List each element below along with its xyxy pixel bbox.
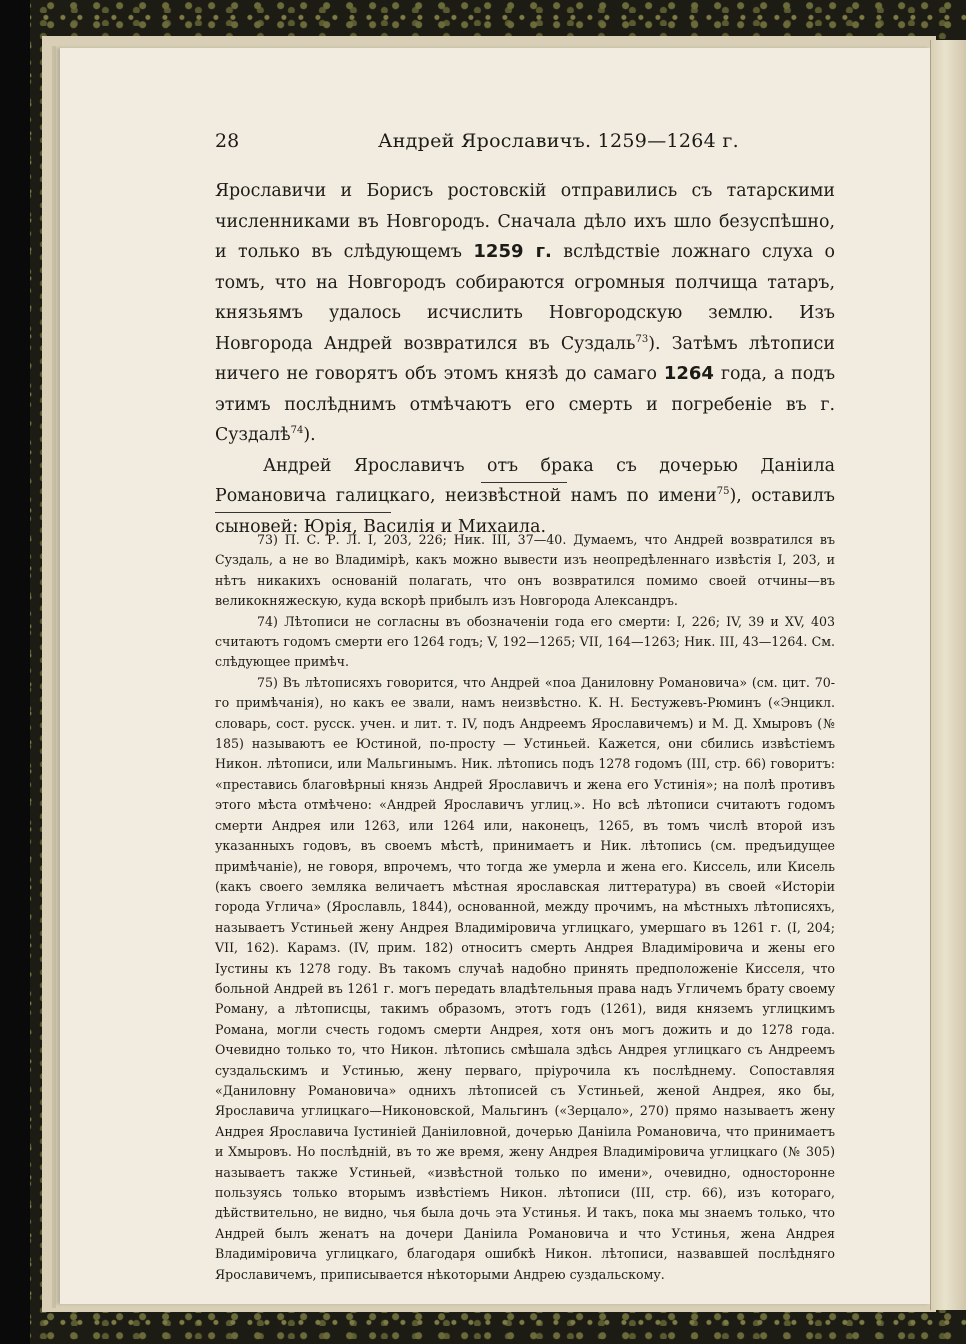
footnote-74: 74) Лѣтописи не согласны въ обозначеніи года его смерти: I, 226; IV, 39 и XV, 403 считаютъ годомъ смерти его 1264 годъ; V, 192—1265; VII, 164—1263; Ник. III, 43—1264. См. слѣдующее примѣч.: [215, 613, 835, 670]
footnote-ref-75: 75: [716, 486, 730, 498]
paragraph-1: [215, 176, 835, 451]
page-gutter: [52, 46, 56, 1308]
footnote-75: 75) Въ лѣтописяхъ говорится, что Андрей «поа Даниловну Романовича» (см. цит. 70-го примѣчанія), но какъ ее звали, намъ неизвѣстно. К. Н. Бестужевъ-Рюминъ («Энцикл. словарь, сост. русск. учен. и лит. т. IV, подъ Андреемъ Ярославичемъ) и М. Д. Хмыровъ (№ 185) называютъ ее Юстиной, по-просту — Устиньей. Кажется, они сбились извѣстіемъ Никон. лѣтописи, или Мальгинымъ. Ник. лѣтопись подъ 1278 годомъ (III, стр. 66) говоритъ: «преставись благовѣрныі князь Андрей Ярославичъ и жена его Устинія»; на полѣ противъ этого мѣста отмѣчено: «Андрей Ярославичъ углиц.». Но всѣ лѣтописи считаютъ годомъ смерти Андрея или 1263, или 1264 или, наконецъ, 1265, въ томъ числѣ второй изъ указанныхъ годовъ, въ своемъ мѣстѣ, принимаетъ и Ник. лѣтопись (см. предъидущее примѣчаніе), не говоря, впрочемъ, что тогда же умерла и жена его. Киссель, или Кисель (какъ своего земляка величаетъ мѣстная ярославская литтература) въ своей «Исторіи города Углича» (Ярославль, 1844), основанной, между прочимъ, на мѣстныхъ лѣтописяхъ, называетъ Устиньей жену Андрея Владиміровича углицкаго, умершаго въ 1261 г. (I, 204; VII, 162). Карамз. (IV, прим. 182) относитъ смерть Андрея Владиміровича и жены его Іустины къ 1278 году. Въ такомъ случаѣ надобно принять предположеніе Кисселя, что больной Андрей въ 1261 г. могъ передать владѣтельныя права надъ Угличемъ брату своему Роману, а лѣтописцы, такимъ образомъ, этотъ годъ (1261), видя княземъ углицкимъ Романа, могли счесть годомъ смерти Андрея, хотя онъ могъ дожить и до 1278 года. Очевидно только то, что Никон. лѣтопись смѣшала здѣсь Андрея углицкаго съ Андреемъ суздальскимъ и Устинью, жену перваго, пріурочила къ послѣднему. Сопоставляя «Даниловну Романовича» однихъ лѣтописей съ Устиньей, женой Андрея, яко бы, Ярославича углицкаго—Никоновской, Мальгинъ («Зерцало», 270) прямо называетъ жену Андрея Ярославича Іустиніей Даніиловной, дочерью Даніила Романовича, что принимаетъ и Хмыровъ. Но послѣдній, въ то же время, жену Андрея Владиміровича углицкаго (№ 305) называетъ также Устиньей, «извѣстной только по имени», очевидно, односторонне пользуясь только вторымъ извѣстіемъ Никон. лѣтописи (III, стр. 66), изъ котораго, дѣйствительно, не видно, чья была дочь эта Устинья. И такъ, пока мы знаемъ только, что Андрей былъ женатъ на дочери Даніила Романовича и что Устинья, жена Андрея Владиміровича углицкаго, благодаря ошибкѣ Никон. лѣтописи, назвавшей послѣдняго Ярославичемъ, приписывается нѣкоторыми Андрею суздальскому.: [215, 674, 835, 1282]
text-span: ).: [303, 425, 316, 445]
text-span: Ярославичи и Борисъ ростовскій отправились съ татарскими численниками въ Новгородъ. Сначала дѣло ихъ шло безуспѣшно, и только въ слѣдующемъ: [215, 181, 835, 262]
footnote-separator: [215, 512, 391, 513]
left-shadow-edge: [0, 0, 30, 1344]
paragraph-2: [215, 451, 835, 543]
footnote-73: 73) П. С. Р. Л. I, 203, 226; Ник. III, 37—40. Думаемъ, что Андрей возвратился въ Суздаль, а не во Владимірѣ, какъ можно вывести изъ неопредѣленнаго извѣстія I, 203, и нѣтъ никакихъ основаній полагать, что онъ возвратился помимо своей отчины—въ великокняжескую, куда вскорѣ прибылъ изъ Новгорода Александръ.: [215, 532, 835, 609]
footnote-ref-73: 73: [635, 333, 649, 345]
text-span: Андрей Ярославичъ отъ брака съ дочерью Даніила Романовича галицкаго, неизвѣстной намъ по имени: [215, 455, 835, 506]
text-span: вслѣдствіе ложнаго слуха о томъ, что на Новгородъ собираются огромныя полчища татаръ, князьямъ удалось исчислить Новгородскую землю. Изъ Новгорода Андрей возвратился въ Суздаль: [215, 242, 835, 354]
text-span: года, а подъ этимъ послѣднимъ отмѣчаютъ его смерть и погребеніе въ г. Суздалѣ: [215, 364, 836, 445]
year-1259: 1259 г.: [473, 241, 552, 262]
footnote-ref-74: 74: [290, 425, 304, 437]
year-1264: 1264: [663, 363, 714, 384]
book-page: [60, 48, 930, 1304]
page-number: 28: [215, 130, 240, 152]
page-header: [60, 130, 930, 164]
text-span: ). Затѣмъ лѣтописи ничего не говорятъ объ этомъ князѣ до самаго: [215, 333, 835, 384]
running-title: Андрей Ярославичъ. 1259—1264 г.: [378, 130, 739, 152]
text-span: ), оставилъ сыновей: Юрія, Василія и Михаила.: [215, 486, 835, 537]
main-text: [215, 176, 835, 542]
footnotes: [215, 530, 835, 1285]
facing-page-edge: [930, 40, 966, 1310]
section-end-rule: [481, 482, 567, 483]
